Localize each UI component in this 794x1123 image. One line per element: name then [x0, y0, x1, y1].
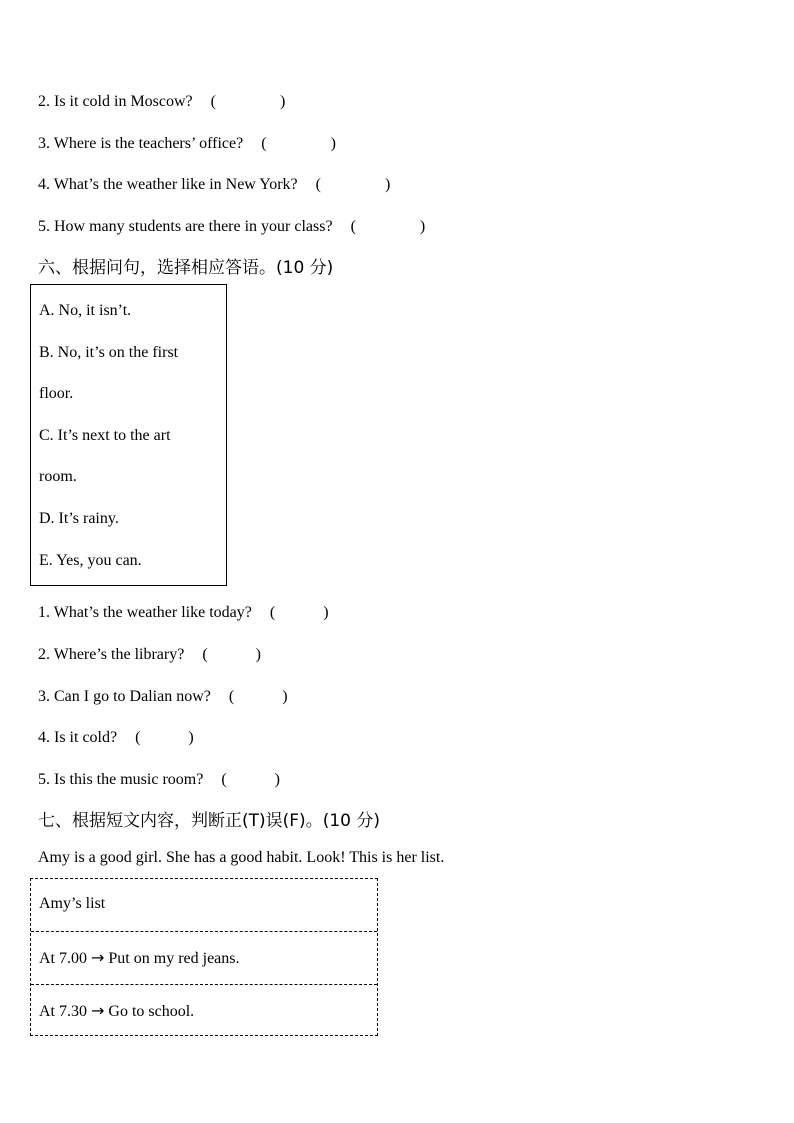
answer-paren[interactable]: ( ): [269, 604, 329, 621]
entry-time: At 7.00: [39, 950, 87, 967]
entry-task: Go to school.: [108, 1003, 195, 1020]
answer-paren[interactable]: ( ): [228, 688, 288, 705]
arrow-right-icon: →: [91, 948, 105, 967]
answer-paren[interactable]: ( ): [315, 176, 391, 193]
question-6-5: [38, 766, 280, 789]
question-5-2: [38, 88, 285, 111]
section-7-title: 七、根据短文内容，判断正(T)误(F)。(10 分): [38, 811, 380, 831]
answer-paren[interactable]: ( ): [202, 646, 261, 663]
answer-paren[interactable]: ( ): [135, 729, 194, 746]
question-5-4: [38, 171, 390, 194]
passage-intro: Amy is a good girl. She has a good habit. Look! This is her list.: [38, 849, 445, 866]
question-6-1: [38, 599, 329, 622]
amy-list-table: [30, 878, 378, 1036]
question-6-2: [38, 641, 261, 664]
table-row: [31, 931, 377, 984]
question-text: 3. Where is the teachers’ office?: [38, 135, 244, 152]
list-entry: [39, 948, 240, 968]
question-5-3: [38, 130, 336, 153]
list-title: Amy’s list: [39, 895, 106, 912]
question-text: 4. Is it cold?: [38, 729, 118, 746]
option-c: C. It’s next to the art: [39, 427, 171, 444]
answer-paren[interactable]: ( ): [350, 218, 426, 235]
option-a: A. No, it isn’t.: [39, 302, 132, 319]
answer-paren[interactable]: ( ): [221, 771, 280, 788]
option-e: E. Yes, you can.: [39, 552, 142, 569]
question-text: 2. Where’s the library?: [38, 646, 185, 663]
question-text: 5. Is this the music room?: [38, 771, 204, 788]
section-6-title: 六、根据问句，选择相应答语。(10 分): [38, 258, 334, 278]
question-text: 5. How many students are there in your class?: [38, 218, 333, 235]
question-5-5: [38, 213, 425, 236]
answer-paren[interactable]: ( ): [210, 93, 286, 110]
question-6-3: [38, 683, 288, 706]
entry-time: At 7.30: [39, 1003, 87, 1020]
list-entry: [39, 1001, 194, 1021]
option-c-cont: room.: [39, 468, 77, 485]
arrow-right-icon: →: [91, 1001, 105, 1020]
option-d: D. It’s rainy.: [39, 510, 119, 527]
entry-task: Put on my red jeans.: [108, 950, 240, 967]
question-text: 1. What’s the weather like today?: [38, 604, 252, 621]
answer-paren[interactable]: ( ): [261, 135, 336, 152]
question-text: 3. Can I go to Dalian now?: [38, 688, 211, 705]
table-row: [31, 984, 377, 1036]
table-row: [31, 879, 377, 931]
option-b-cont: floor.: [39, 385, 74, 402]
question-6-4: [38, 724, 194, 747]
question-text: 2. Is it cold in Moscow?: [38, 93, 193, 110]
question-text: 4. What’s the weather like in New York?: [38, 176, 298, 193]
option-b: B. No, it’s on the first: [39, 344, 179, 361]
answer-options-box: [30, 284, 227, 586]
